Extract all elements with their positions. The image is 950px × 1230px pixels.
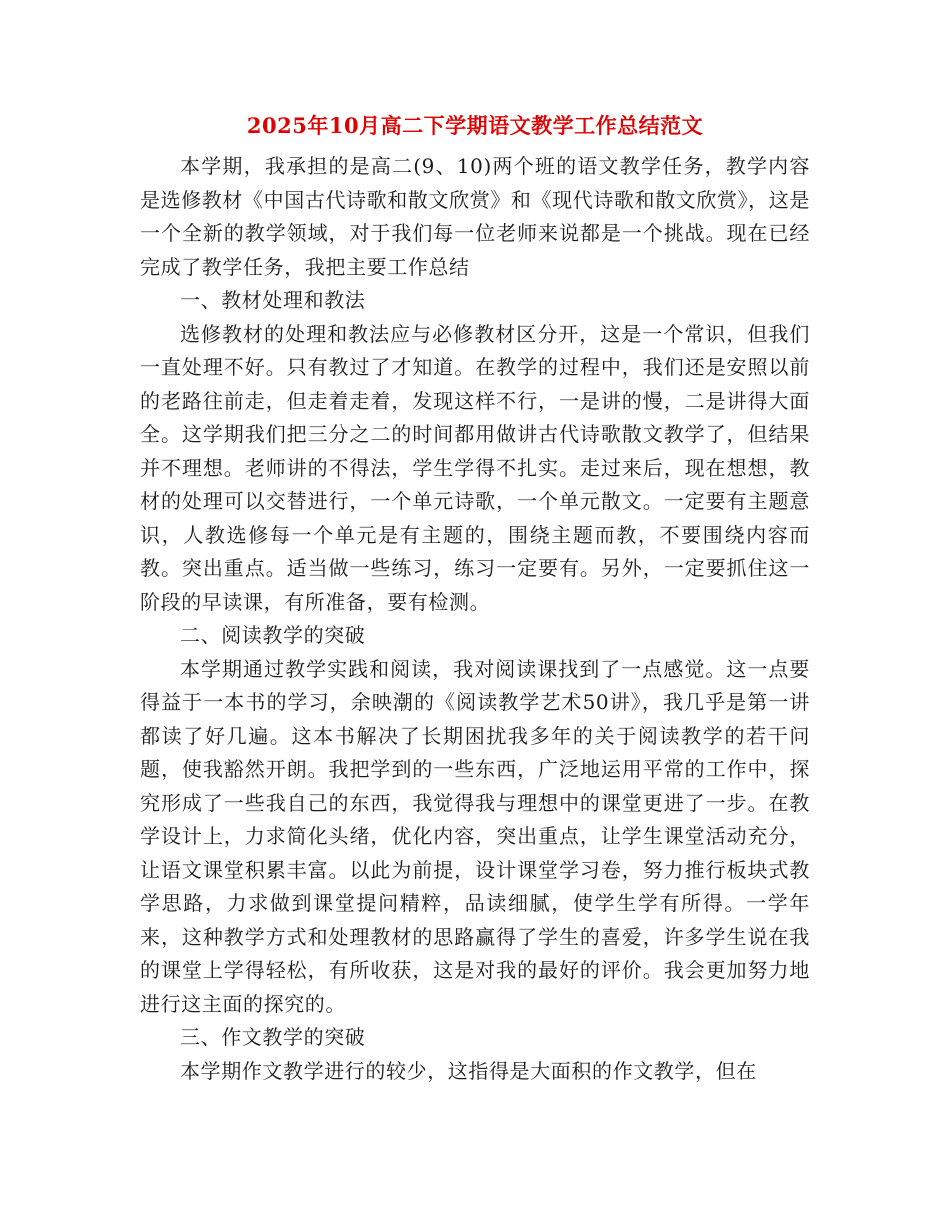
section-body-3: 本学期作文教学进行的较少，这指得是大面积的作文教学，但在 (180, 1058, 757, 1083)
intro-paragraph: 本学期，我承担的是高二(9、10)两个班的语文教学任务，教学内容是选修教材《中国古代诗歌和散文欣赏》和《现代诗歌和散文欣赏》，这是一个全新的教学领域，对于我们每一位老师来说都是一个挑战。现在已经完成了教学任务，我把主要工作总结 (140, 154, 810, 279)
section-heading-2: 二、阅读教学的突破 (180, 623, 366, 647)
document-title: 2025年10月高二下学期语文教学工作总结范文 (246, 113, 704, 138)
section-heading-3: 三、作文教学的突破 (180, 1025, 366, 1049)
section-heading-1: 一、教材处理和教法 (180, 288, 366, 312)
section-body-1: 选修教材的处理和教法应与必修教材区分开，这是一个常识，但我们一直处理不好。只有教过了才知道。在教学的过程中，我们还是安照以前的老路往前走，但走着走着，发现这样不行，一是讲的慢，二是讲得大面全。这学期我们把三分之二的时间都用做讲古代诗歌散文教学了，但结果并不理想。老师讲的不得法，学生学得不扎实。走过来后，现在想想，教材的处理可以交替进行，一个单元诗歌，一个单元散文。一定要有主题意识，人教选修每一个单元是有主题的，围绕主题而教，不要围绕内容而教。突出重点。适当做一些练习，练习一定要有。另外，一定要抓住这一阶段的早读课，有所准备，要有检测。 (140, 321, 810, 614)
section-body-2: 本学期通过教学实践和阅读，我对阅读课找到了一点感觉。这一点要得益于一本书的学习，余映潮的《阅读教学艺术50讲》，我几乎是第一讲都读了好几遍。这本书解决了长期困扰我多年的关于阅读教学的若干问题，使我豁然开朗。我把学到的一些东西，广泛地运用平常的工作中，探究形成了一些我自己的东西，我觉得我与理想中的课堂更进了一步。在教学设计上，力求简化头绪，优化内容，突出重点，让学生课堂活动充分，让语文课堂积累丰富。以此为前提，设计课堂学习卷，努力推行板块式教学思路，力求做到课堂提问精粹，品读细腻，使学生学有所得。一学年来，这种教学方式和处理教材的思路赢得了学生的喜爱，许多学生说在我的课堂上学得轻松，有所收获，这是对我的最好的评价。我会更加努力地进行这主面的探究的。 (140, 656, 810, 1016)
document-page (140, 108, 810, 1088)
